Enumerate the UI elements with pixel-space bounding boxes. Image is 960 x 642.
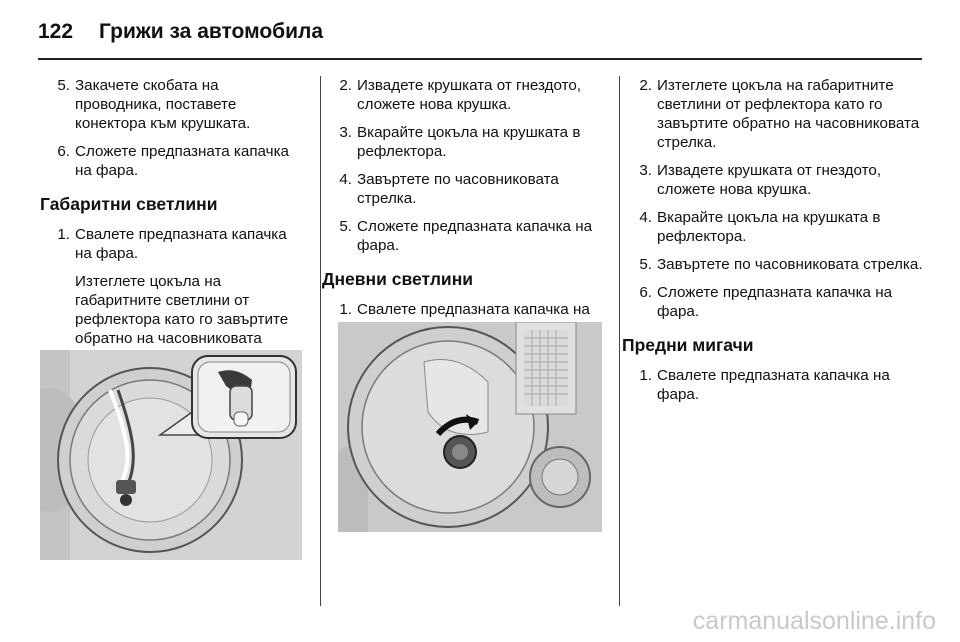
section-heading: Предни мигачи xyxy=(622,335,754,355)
headlamp-illustration xyxy=(40,350,302,560)
step-item: 3. Извадете крушката от гнездото, сложете нова крушка. xyxy=(639,162,882,198)
step-item: 6. Сложете предпазната капачка на фара. xyxy=(639,284,893,320)
column-3 xyxy=(622,76,930,413)
step-item: 1. Свалете предпазната капачка на фара. xyxy=(639,367,890,403)
column-2 xyxy=(322,76,606,347)
watermark: carmanualsonline.info xyxy=(692,607,936,635)
column-1 xyxy=(40,76,306,376)
step-item: 5. Завъртете по часовниковата стрелка. xyxy=(639,256,923,273)
column-divider-1 xyxy=(320,76,321,606)
section-heading: Габаритни светлини xyxy=(40,194,218,214)
figure-parking-light-bulb xyxy=(40,350,302,560)
step-item: 5. Закачете скобата на проводника, поставете конектора към крушката. xyxy=(57,77,251,132)
step-item: 2. Извадете крушката от гнездото, сложете нова крушка. xyxy=(339,77,582,113)
step-item: 3. Вкарайте цокъла на крушката в рефлектора. xyxy=(339,124,581,160)
step-item: 2. Изтеглете цокъла на габаритните светлини от рефлектора като го завъртите обратно на часовниковата стрелка. xyxy=(639,77,920,151)
step-item: 6. Сложете предпазната капачка на фара. xyxy=(57,143,289,179)
chapter-title: Грижи за автомобила xyxy=(99,20,324,43)
daytime-lamp-illustration xyxy=(338,322,602,532)
page-number: 122 xyxy=(38,20,74,43)
step-item: 1. Свалете предпазната капачка на фара. xyxy=(57,226,287,262)
instruction-paragraph: Изтеглете цокъла на габаритните светлини от рефлектора като го завъртите обратно на часовниковата xyxy=(75,273,289,347)
step-item: 4. Завъртете по часовниковата стрелка. xyxy=(339,171,559,207)
section-heading: Дневни светлини xyxy=(322,269,474,289)
figure-daytime-light-bulb xyxy=(338,322,602,532)
page-header xyxy=(38,16,323,48)
column-divider-2 xyxy=(619,76,620,606)
step-item: 4. Вкарайте цокъла на крушката в рефлектора. xyxy=(639,209,881,245)
step-item: 5. Сложете предпазната капачка на фара. xyxy=(339,218,593,254)
step-item: 1. Свалете предпазната капачка на xyxy=(339,301,590,318)
header-rule xyxy=(38,58,922,60)
